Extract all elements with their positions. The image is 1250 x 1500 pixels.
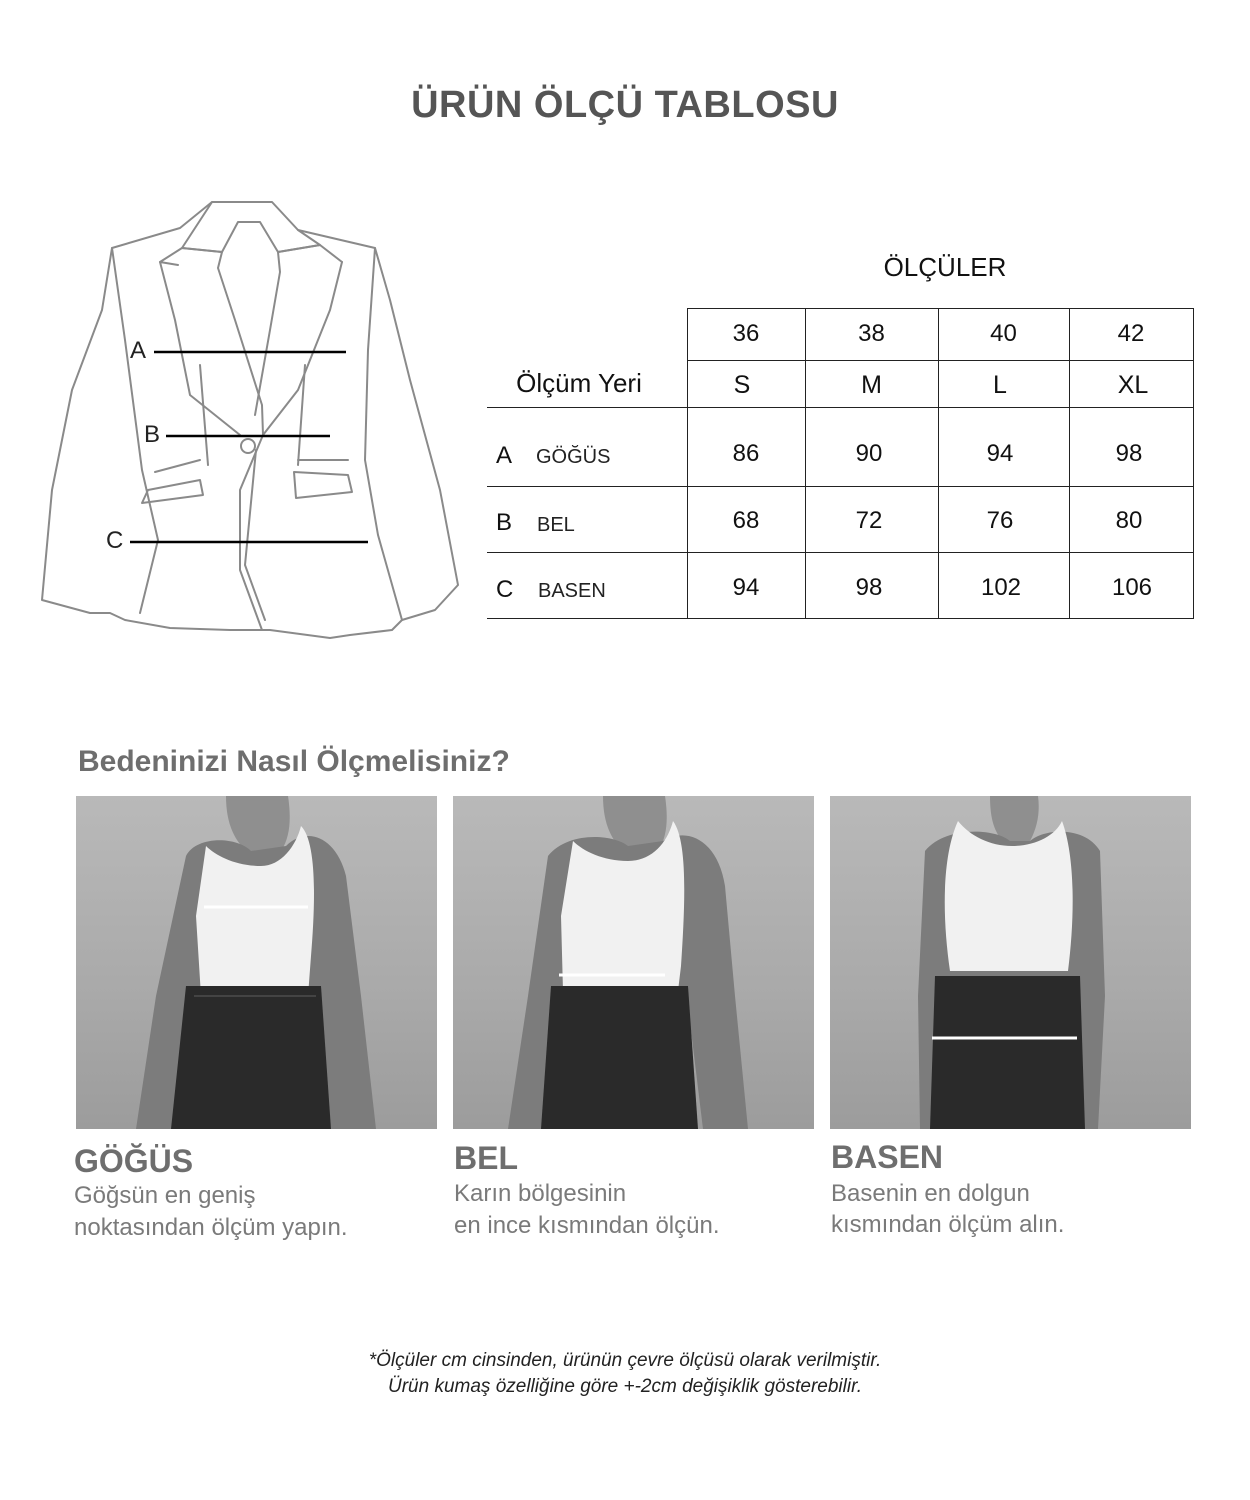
jacket-outline — [42, 202, 458, 638]
left-lapel — [160, 248, 263, 435]
row-name: GÖĞÜS — [536, 446, 611, 468]
left-pocket-top — [155, 460, 200, 472]
caption-line-hip: kısmından ölçüm alın. — [831, 1211, 1065, 1238]
row-name: BEL — [537, 514, 575, 536]
caption-title-chest: GÖĞÜS — [74, 1143, 194, 1179]
table-cell: 76 — [986, 507, 1014, 534]
table-cell: 68 — [732, 507, 760, 534]
table-line — [487, 618, 1194, 619]
left-lapel-edge — [160, 262, 240, 435]
page-title: ÜRÜN ÖLÇÜ TABLOSU — [411, 84, 839, 126]
table-cell: 94 — [732, 574, 760, 601]
photo-chest — [76, 796, 437, 1129]
table-line — [687, 360, 1194, 361]
table-line — [687, 308, 1194, 309]
table-cell: 94 — [986, 440, 1014, 467]
caption-line-hip: Basenin en dolgun — [831, 1180, 1030, 1207]
front-opening — [240, 435, 263, 630]
size-letter: XL — [1117, 371, 1149, 399]
caption-line-chest: noktasından ölçüm yapın. — [74, 1214, 348, 1241]
table-cell: 98 — [1115, 440, 1143, 467]
photo-hip — [830, 796, 1191, 1129]
caption-title-waist: BEL — [454, 1140, 518, 1176]
right-sleeve-line — [365, 248, 402, 620]
table-cell: 72 — [855, 507, 883, 534]
size-numeric: 42 — [1117, 320, 1145, 347]
row-header: Ölçüm Yeri — [516, 368, 642, 398]
caption-title-hip: BASEN — [831, 1139, 944, 1175]
size-numeric: 40 — [990, 320, 1017, 347]
table-cell: 80 — [1115, 507, 1143, 534]
button — [241, 439, 255, 453]
table-cell: 90 — [855, 440, 883, 467]
size-letter: L — [993, 371, 1007, 399]
size-letter: S — [733, 371, 751, 399]
model-figure — [76, 796, 437, 1129]
photo-waist — [453, 796, 814, 1129]
table-cell: 106 — [1111, 574, 1153, 601]
table-cell: 98 — [855, 574, 883, 601]
size-letter: M — [861, 371, 882, 399]
table-cell: 86 — [732, 440, 760, 467]
right-pocket — [294, 472, 352, 498]
left-dart — [200, 365, 208, 465]
caption-line-waist: Karın bölgesinin — [454, 1180, 627, 1207]
model-figure — [453, 796, 814, 1129]
row-letter: C — [496, 576, 514, 603]
table-line — [1193, 308, 1194, 619]
table-line — [487, 486, 1194, 487]
table-group-header: ÖLÇÜLER — [883, 252, 1007, 282]
table-line — [487, 552, 1194, 553]
caption-line-waist: en ince kısmından ölçün. — [454, 1212, 720, 1239]
row-name: BASEN — [538, 580, 606, 602]
size-table — [487, 308, 1194, 619]
left-pocket — [142, 480, 203, 503]
diagram-label-a: A — [130, 337, 147, 364]
size-numeric: 38 — [858, 320, 885, 347]
diagram-label-c: C — [106, 527, 124, 554]
row-letter: A — [496, 442, 513, 469]
footnote-line: Ürün kumaş özelliğine göre +-2cm değişiklik gösterebilir. — [388, 1376, 862, 1397]
howto-title: Bedeninizi Nasıl Ölçmelisiniz? — [78, 745, 510, 778]
diagram-label-b: B — [144, 421, 161, 448]
size-numeric: 36 — [732, 320, 760, 347]
model-figure — [830, 796, 1191, 1129]
caption-line-chest: Göğsün en geniş — [74, 1182, 256, 1209]
table-line — [487, 407, 1194, 408]
row-letter: B — [496, 509, 513, 536]
footnote-line: *Ölçüler cm cinsinden, ürünün çevre ölçüsü olarak verilmiştir. — [368, 1350, 882, 1371]
jacket-diagram — [30, 190, 470, 650]
table-cell: 102 — [980, 574, 1022, 601]
